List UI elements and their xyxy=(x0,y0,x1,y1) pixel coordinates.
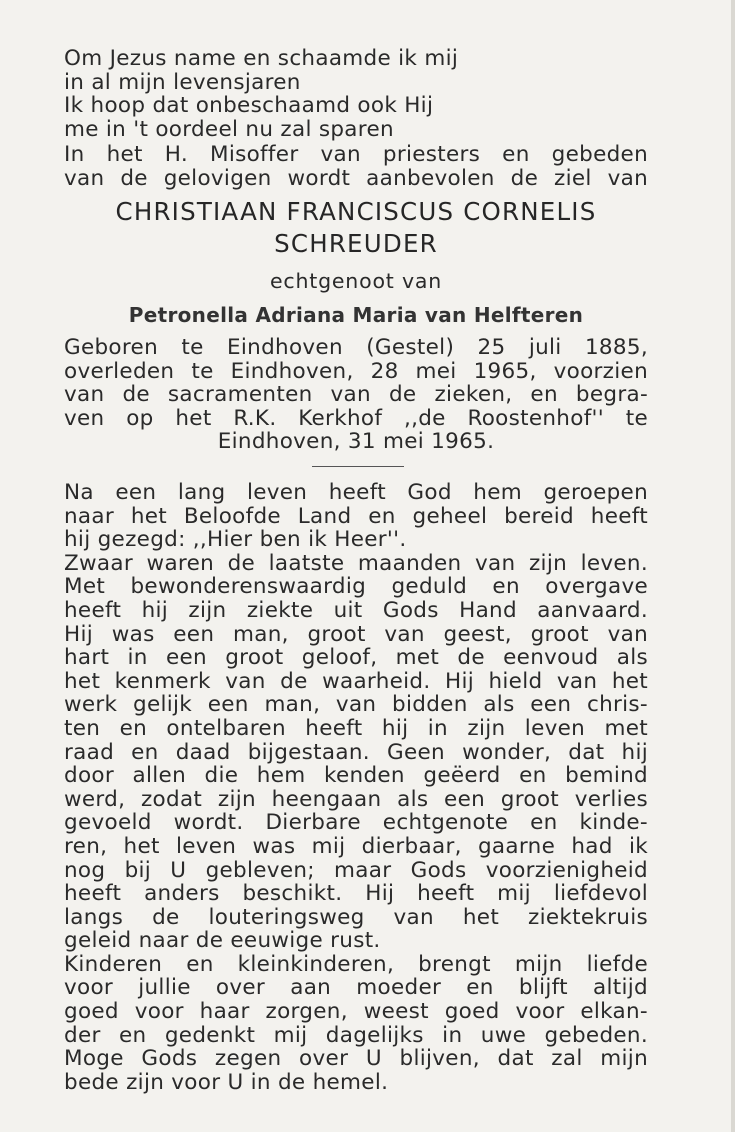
bio-line: ven op het R.K. Kerkhof ,,de Roostenhof'' te xyxy=(64,405,648,431)
memorial-line: werk gelijk een man, van bidden als een chris- xyxy=(64,692,648,718)
bio-line: overleden te Eindhoven, 28 mei 1965, voorzien xyxy=(64,358,648,384)
card-edge-shadow xyxy=(731,0,735,1132)
memorial-line: gevoeld wordt. Dierbare echtgenote en kinde- xyxy=(64,810,648,836)
memorial-line: Na een lang leven heeft God hem geroepen xyxy=(64,480,648,505)
memorial-line: Kinderen en kleinkinderen, brengt mijn liefde xyxy=(64,951,648,977)
memorial-line: ren, het leven was mij dierbaar, gaarne had ik xyxy=(64,833,648,859)
memorial-line: heeft hij zijn ziekte uit Gods Hand aanvaard. xyxy=(64,597,648,623)
memorial-line: Hij was een man, groot van geest, groot van xyxy=(64,621,648,647)
bio-line: van de sacramenten van de zieken, en begra- xyxy=(64,382,648,408)
spouse-intro: echtgenoot van xyxy=(269,269,443,293)
memorial-line: bede zijn voor U in de hemel. xyxy=(64,1069,389,1095)
divider xyxy=(312,466,404,467)
bio-line: Eindhoven, 31 mei 1965. xyxy=(217,429,495,455)
memorial-line: het kenmerk van de waarheid. Hij hield van het xyxy=(64,668,648,694)
verse-line: Ik hoop dat onbeschaamd ook Hij xyxy=(64,93,434,119)
memorial-line: werd, zodat zijn heengaan als een groot verlies xyxy=(64,786,648,812)
memorial-line: der en gedenkt mij dagelijks in uwe gebeden. xyxy=(64,1022,648,1048)
verse-line: Om Jezus name en schaamde ik mij xyxy=(64,46,459,71)
mass-intro xyxy=(64,143,648,190)
memorial-line: hart in een groot geloof, met de eenvoud als xyxy=(64,645,648,671)
memorial-line: langs de louteringsweg van het ziektekruis xyxy=(64,904,648,930)
memorial-line: geleid naar de eeuwige rust. xyxy=(64,928,381,954)
intro-line: van de gelovigen wordt aanbevolen de ziel van xyxy=(64,165,648,191)
intro-line: In het H. Misoffer van priesters en gebeden xyxy=(64,142,648,167)
biography xyxy=(64,336,648,454)
spouse-name: Petronella Adriana Maria van Helfteren xyxy=(128,303,584,327)
memorial-line: nog bij U gebleven; maar Gods voorzienigheid xyxy=(64,857,648,883)
opening-verse xyxy=(64,47,648,141)
memorial-line: Moge Gods zegen over U blijven, dat zal mijn xyxy=(64,1046,648,1072)
memorial-line: Zwaar waren de laatste maanden van zijn leven. xyxy=(64,550,648,576)
memorial-line: hij gezegd: ,,Hier ben ik Heer''. xyxy=(64,527,407,553)
verse-line: in al mijn levensjaren xyxy=(64,69,301,95)
memorial-line: Met bewonderenswaardig geduld en overgave xyxy=(64,574,648,600)
memorial-line: heeft anders beschikt. Hij heeft mij liefdevol xyxy=(64,881,648,907)
verse-line: me in 't oordeel nu zal sparen xyxy=(64,116,394,142)
memorial-line: door allen die hem kenden geëerd en bemind xyxy=(64,763,648,789)
memorial-line: raad en daad bijgestaan. Geen wonder, dat hij xyxy=(64,739,648,765)
memorial-line: voor jullie over aan moeder en blijft altijd xyxy=(64,975,648,1001)
deceased-surname: SCHREUDER xyxy=(274,229,438,258)
memorial-text xyxy=(64,481,648,1094)
bio-line: Geboren te Eindhoven (Gestel) 25 juli 1885, xyxy=(64,335,648,360)
memorial-line: ten en ontelbaren heeft hij in zijn leven met xyxy=(64,715,648,741)
memorial-line: naar het Beloofde Land en geheel bereid heeft xyxy=(64,503,648,529)
memorial-line: goed voor haar zorgen, weest goed voor elkan- xyxy=(64,999,648,1025)
deceased-given-names: CHRISTIAAN FRANCISCUS CORNELIS xyxy=(115,197,597,226)
